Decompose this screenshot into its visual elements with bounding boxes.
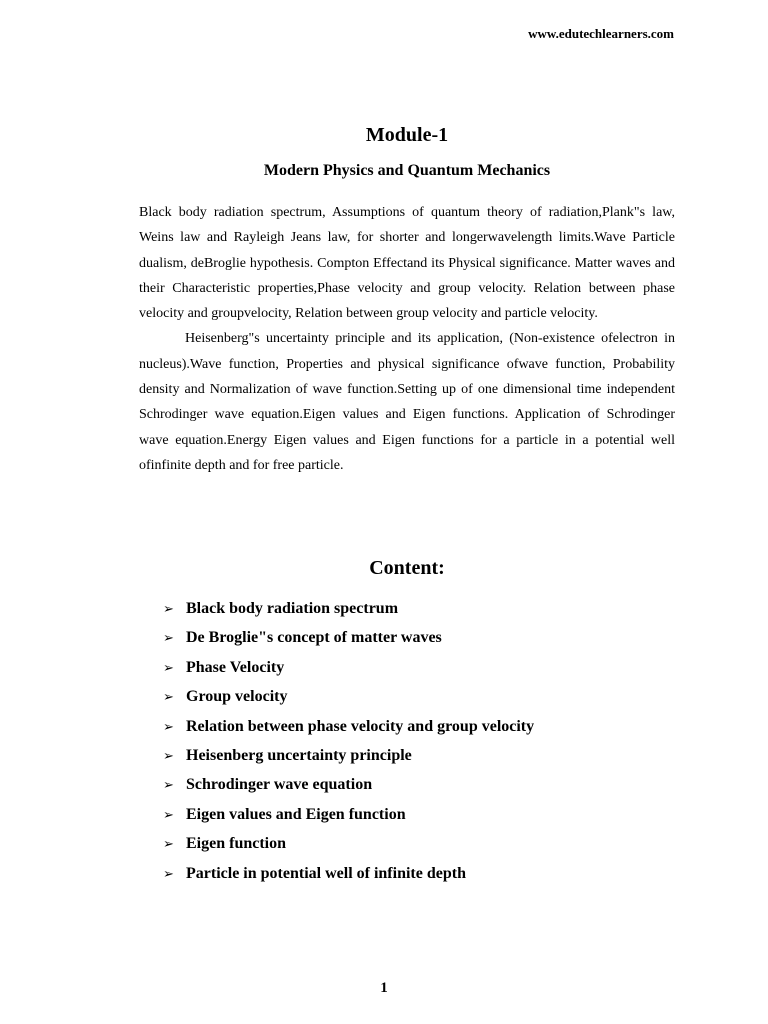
content-list	[163, 594, 534, 888]
module-subtitle: Modern Physics and Quantum Mechanics	[263, 162, 551, 179]
content-item-label: Heisenberg uncertainty principle	[186, 746, 412, 764]
content-item-label: De Broglie"s concept of matter waves	[186, 629, 442, 647]
arrow-bullet-icon: ➢	[163, 837, 174, 853]
content-item-label: Phase Velocity	[186, 658, 285, 676]
content-list-item	[163, 770, 534, 799]
content-list-item	[163, 594, 534, 623]
content-list-item	[163, 741, 534, 770]
arrow-bullet-icon: ➢	[163, 690, 174, 706]
syllabus-paragraph-2: Heisenberg"s uncertainty principle and its application, (Non-existence ofelectron in nucleus).Wave function, Properties and physical significance ofwave function, Probability density and Normalization of wave function.Setting up of one dimensional time independent Schrodinger wave equation.Eigen values and Eigen functions. Application of Schrodinger wave equation.Energy Eigen values and Eigen functions for a particle in a potential well ofinfinite depth and for free particle.	[139, 331, 675, 473]
site-url: www.edutechlearners.com	[528, 26, 674, 41]
content-item-label: Group velocity	[186, 688, 288, 706]
arrow-bullet-icon: ➢	[163, 719, 174, 735]
content-list-item	[163, 800, 534, 829]
content-item-label: Eigen values and Eigen function	[186, 805, 406, 823]
arrow-bullet-icon: ➢	[163, 602, 174, 617]
arrow-bullet-icon: ➢	[163, 631, 174, 647]
syllabus-paragraph-1: Black body radiation spectrum, Assumptions of quantum theory of radiation,Plank"s law, Weins law and Rayleigh Jeans law, for shorter and longerwavelength limits.Wave Particle dualism, deBroglie hypothesis. Compton Effectand its Physical significance. Matter waves and their Characteristic properties,Phase velocity and group velocity. Relation between phase velocity and groupvelocity, Relation between group velocity and particle velocity.	[139, 205, 675, 322]
arrow-bullet-icon: ➢	[163, 748, 174, 764]
content-item-label: Eigen function	[186, 835, 287, 853]
content-list-item	[163, 859, 534, 888]
arrow-bullet-icon: ➢	[163, 778, 174, 794]
content-item-label: Relation between phase velocity and group velocity	[186, 717, 535, 735]
arrow-bullet-icon: ➢	[163, 660, 174, 676]
content-list-item	[163, 712, 534, 741]
content-list-item	[163, 623, 534, 652]
content-list-item	[163, 682, 534, 711]
syllabus-text	[139, 200, 675, 478]
content-item-label: Black body radiation spectrum	[186, 600, 399, 617]
arrow-bullet-icon: ➢	[163, 807, 174, 823]
content-item-label: Particle in potential well of infinite depth	[186, 864, 466, 882]
content-list-item	[163, 653, 534, 682]
content-item-label: Schrodinger wave equation	[186, 776, 373, 794]
arrow-bullet-icon: ➢	[163, 866, 174, 882]
page-number: 1	[380, 980, 388, 996]
module-title: Module-1	[365, 124, 449, 146]
content-list-item	[163, 829, 534, 858]
content-title: Content:	[369, 557, 445, 579]
